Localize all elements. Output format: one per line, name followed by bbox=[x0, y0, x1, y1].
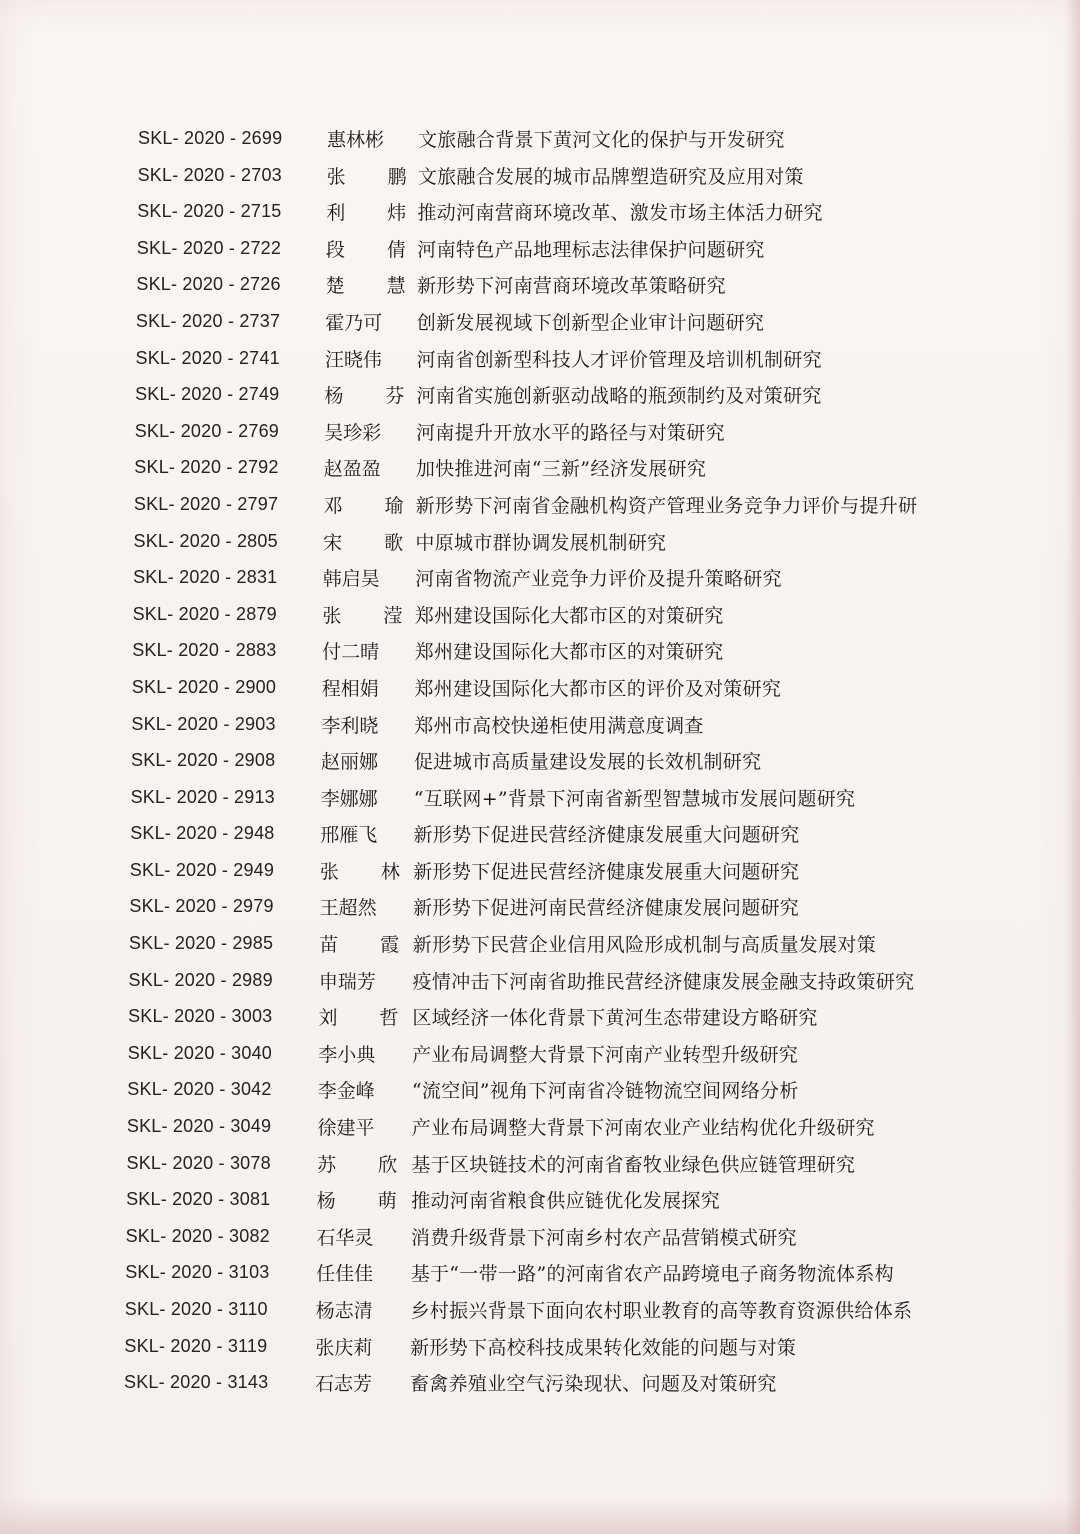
list-item bbox=[0, 378, 1080, 415]
project-code: SKL- 2020 - 2879 bbox=[132, 603, 277, 624]
project-title: 畜禽养殖业空气污染现状、问题及对策研究 bbox=[410, 1373, 777, 1396]
applicant-name: 邓 瑜 bbox=[323, 494, 404, 517]
applicant-name: 赵丽娜 bbox=[321, 751, 379, 774]
project-title: 产业布局调整大背景下河南农业产业结构优化升级研究 bbox=[411, 1117, 875, 1140]
project-code: SKL- 2020 - 2699 bbox=[138, 128, 283, 148]
project-title: 乡村振兴背景下面向农村职业教育的高等教育资源供给体系 bbox=[410, 1300, 913, 1322]
project-title: 促进城市高质量建设发展的长效机制研究 bbox=[414, 751, 762, 774]
list-item bbox=[0, 122, 1080, 159]
project-code: SKL- 2020 - 2900 bbox=[131, 676, 277, 697]
project-title: 郑州市高校快递柜使用满意度调查 bbox=[414, 714, 704, 737]
list-item bbox=[0, 1256, 1080, 1293]
list-item bbox=[0, 1183, 1080, 1220]
applicant-name: 李小典 bbox=[318, 1043, 376, 1066]
project-code: SKL- 2020 - 2989 bbox=[128, 969, 273, 990]
applicant-name: 杨 芬 bbox=[324, 385, 405, 408]
list-item bbox=[0, 305, 1080, 342]
list-item bbox=[0, 890, 1080, 927]
applicant-name: 汪晓伟 bbox=[324, 348, 382, 371]
list-item bbox=[0, 1037, 1080, 1074]
applicant-name: 李金峰 bbox=[317, 1080, 375, 1103]
applicant-name: 惠林彬 bbox=[327, 129, 385, 151]
project-code: SKL- 2020 - 2979 bbox=[129, 896, 274, 917]
list-item bbox=[0, 195, 1080, 232]
project-title: 消费升级背景下河南乡村农产品营销模式研究 bbox=[410, 1226, 797, 1249]
project-code: SKL- 2020 - 3042 bbox=[127, 1079, 272, 1100]
applicant-name: 石志芳 bbox=[315, 1373, 373, 1396]
project-title: 河南省实施创新驱动战略的瓶颈制约及对策研究 bbox=[416, 385, 822, 408]
project-title: 郑州建设国际化大都市区的评价及对策研究 bbox=[414, 677, 782, 700]
applicant-name: 韩启昊 bbox=[322, 568, 380, 591]
list-item bbox=[0, 817, 1080, 854]
project-code: SKL- 2020 - 2726 bbox=[136, 274, 281, 295]
project-code: SKL- 2020 - 3103 bbox=[125, 1262, 270, 1283]
project-code: SKL- 2020 - 2903 bbox=[131, 713, 276, 734]
applicant-name: 申瑞芳 bbox=[318, 970, 376, 993]
project-code: SKL- 2020 - 2948 bbox=[130, 823, 275, 844]
list-item bbox=[0, 415, 1080, 452]
applicant-name: 刘 哲 bbox=[318, 1007, 399, 1030]
applicant-name: 任佳佳 bbox=[316, 1263, 374, 1286]
project-title: 文旅融合背景下黄河文化的保护与开发研究 bbox=[418, 129, 785, 151]
project-code: SKL- 2020 - 2913 bbox=[130, 786, 275, 807]
project-code: SKL- 2020 - 2949 bbox=[129, 859, 275, 880]
project-title: 河南省创新型科技人才评价管理及培训机制研究 bbox=[416, 348, 822, 371]
applicant-name: 杨 萌 bbox=[316, 1190, 397, 1213]
project-title: 新形势下河南省金融机构资产管理业务竞争力评价与提升研 bbox=[415, 494, 918, 517]
list-item bbox=[0, 488, 1080, 525]
list-item bbox=[0, 598, 1080, 635]
project-code: SKL- 2020 - 3081 bbox=[126, 1189, 271, 1210]
project-list bbox=[0, 122, 1080, 1403]
project-title: 疫情冲击下河南省助推民营经济健康发展金融支持政策研究 bbox=[412, 970, 915, 993]
project-code: SKL- 2020 - 2722 bbox=[136, 237, 282, 258]
project-title: 创新发展视域下创新型企业审计问题研究 bbox=[416, 311, 765, 334]
applicant-name: 苗 霞 bbox=[319, 934, 400, 957]
list-item bbox=[0, 964, 1080, 1001]
project-title: “流空间”视角下河南省冷链物流空间网络分析 bbox=[411, 1080, 799, 1103]
list-item bbox=[0, 744, 1080, 781]
applicant-name: 付二晴 bbox=[322, 641, 380, 664]
project-code: SKL- 2020 - 2737 bbox=[135, 310, 281, 331]
project-code: SKL- 2020 - 2883 bbox=[132, 640, 277, 661]
list-item bbox=[0, 854, 1080, 891]
project-code: SKL- 2020 - 2749 bbox=[135, 384, 280, 405]
applicant-name: 张庆莉 bbox=[315, 1336, 373, 1359]
list-item bbox=[0, 268, 1080, 305]
applicant-name: 段 倩 bbox=[325, 238, 406, 261]
project-code: SKL- 2020 - 2908 bbox=[131, 750, 276, 771]
list-item bbox=[0, 1293, 1080, 1330]
list-item bbox=[0, 342, 1080, 379]
project-title: 基于“一带一路”的河南省农产品跨境电子商务物流体系构 bbox=[410, 1263, 894, 1286]
project-title: 区域经济一体化背景下黄河生态带建设方略研究 bbox=[412, 1007, 818, 1030]
project-code: SKL- 2020 - 3049 bbox=[126, 1116, 272, 1137]
project-code: SKL- 2020 - 3119 bbox=[124, 1335, 268, 1356]
project-title: 推动河南营商环境改革、激发市场主体活力研究 bbox=[417, 202, 823, 225]
applicant-name: 赵盈盈 bbox=[323, 458, 381, 481]
project-code: SKL- 2020 - 2769 bbox=[134, 420, 279, 441]
project-code: SKL- 2020 - 2805 bbox=[133, 530, 278, 551]
project-title: 新形势下民营企业信用风险形成机制与高质量发展对策 bbox=[412, 934, 876, 957]
project-title: 新形势下促进民营经济健康发展重大问题研究 bbox=[413, 860, 800, 883]
applicant-name: 张 滢 bbox=[322, 604, 403, 627]
list-item bbox=[0, 781, 1080, 818]
project-code: SKL- 2020 - 2797 bbox=[133, 493, 279, 514]
list-item bbox=[0, 1073, 1080, 1110]
project-code: SKL- 2020 - 2985 bbox=[128, 933, 274, 954]
applicant-name: 程相娟 bbox=[321, 677, 379, 700]
list-item bbox=[0, 634, 1080, 671]
list-item bbox=[0, 1330, 1080, 1367]
project-title: 加快推进河南“三新”经济发展研究 bbox=[415, 458, 707, 481]
page-bottom-shadow bbox=[0, 1498, 1080, 1534]
project-code: SKL- 2020 - 2831 bbox=[133, 567, 278, 588]
project-code: SKL- 2020 - 3110 bbox=[124, 1299, 268, 1319]
list-item bbox=[0, 159, 1080, 196]
list-item bbox=[0, 232, 1080, 269]
project-title: 新形势下促进民营经济健康发展重大问题研究 bbox=[413, 824, 800, 847]
project-title: 文旅融合发展的城市品牌塑造研究及应用对策 bbox=[417, 165, 804, 188]
applicant-name: 利 炜 bbox=[326, 202, 407, 225]
project-title: 新形势下促进河南民营经济健康发展问题研究 bbox=[413, 897, 800, 920]
project-title: “互联网+”背景下河南省新型智慧城市发展问题研究 bbox=[413, 787, 856, 810]
project-title: 郑州建设国际化大都市区的对策研究 bbox=[414, 604, 724, 627]
applicant-name: 楚 慧 bbox=[325, 275, 406, 298]
applicant-name: 徐建平 bbox=[317, 1117, 375, 1140]
list-item bbox=[0, 1147, 1080, 1184]
applicant-name: 杨志清 bbox=[315, 1300, 373, 1322]
project-title: 河南提升开放水平的路径与对策研究 bbox=[416, 421, 725, 444]
applicant-name: 张 林 bbox=[319, 860, 400, 883]
project-title: 新形势下高校科技成果转化效能的问题与对策 bbox=[410, 1336, 797, 1359]
project-code: SKL- 2020 - 3040 bbox=[127, 1042, 272, 1063]
applicant-name: 苏 欣 bbox=[317, 1153, 398, 1176]
list-item bbox=[0, 671, 1080, 708]
applicant-name: 吴珍彩 bbox=[324, 421, 382, 444]
project-code: SKL- 2020 - 3143 bbox=[124, 1372, 269, 1393]
project-title: 河南特色产品地理标志法律保护问题研究 bbox=[417, 238, 765, 261]
project-code: SKL- 2020 - 2741 bbox=[135, 347, 280, 368]
list-item bbox=[0, 561, 1080, 598]
list-item bbox=[0, 1366, 1080, 1403]
list-item bbox=[0, 1220, 1080, 1257]
project-title: 郑州建设国际化大都市区的对策研究 bbox=[414, 641, 724, 664]
applicant-name: 邢雁飞 bbox=[320, 824, 378, 847]
applicant-name: 石华灵 bbox=[316, 1226, 374, 1249]
project-code: SKL- 2020 - 2703 bbox=[137, 164, 282, 185]
list-item bbox=[0, 451, 1080, 488]
list-item bbox=[0, 927, 1080, 964]
list-item bbox=[0, 1110, 1080, 1147]
list-item bbox=[0, 708, 1080, 745]
applicant-name: 霍乃可 bbox=[325, 311, 383, 334]
project-title: 基于区块链技术的河南省畜牧业绿色供应链管理研究 bbox=[411, 1153, 856, 1176]
applicant-name: 李利晓 bbox=[321, 714, 379, 737]
list-item bbox=[0, 525, 1080, 562]
project-code: SKL- 2020 - 2792 bbox=[134, 457, 279, 478]
applicant-name: 王超然 bbox=[319, 897, 377, 920]
project-title: 河南省物流产业竞争力评价及提升策略研究 bbox=[415, 568, 782, 591]
list-item bbox=[0, 1000, 1080, 1037]
project-code: SKL- 2020 - 2715 bbox=[137, 201, 282, 222]
project-title: 新形势下河南营商环境改革策略研究 bbox=[417, 275, 726, 298]
project-code: SKL- 2020 - 3082 bbox=[125, 1225, 270, 1246]
applicant-name: 李娜娜 bbox=[320, 787, 378, 810]
applicant-name: 宋 歌 bbox=[323, 531, 404, 554]
applicant-name: 张 鹏 bbox=[326, 165, 407, 188]
project-code: SKL- 2020 - 3003 bbox=[128, 1006, 273, 1027]
project-title: 中原城市群协调发展机制研究 bbox=[415, 531, 667, 554]
project-title: 产业布局调整大背景下河南产业转型升级研究 bbox=[412, 1043, 799, 1066]
project-title: 推动河南省粮食供应链优化发展探究 bbox=[411, 1190, 720, 1213]
project-code: SKL- 2020 - 3078 bbox=[126, 1152, 271, 1173]
